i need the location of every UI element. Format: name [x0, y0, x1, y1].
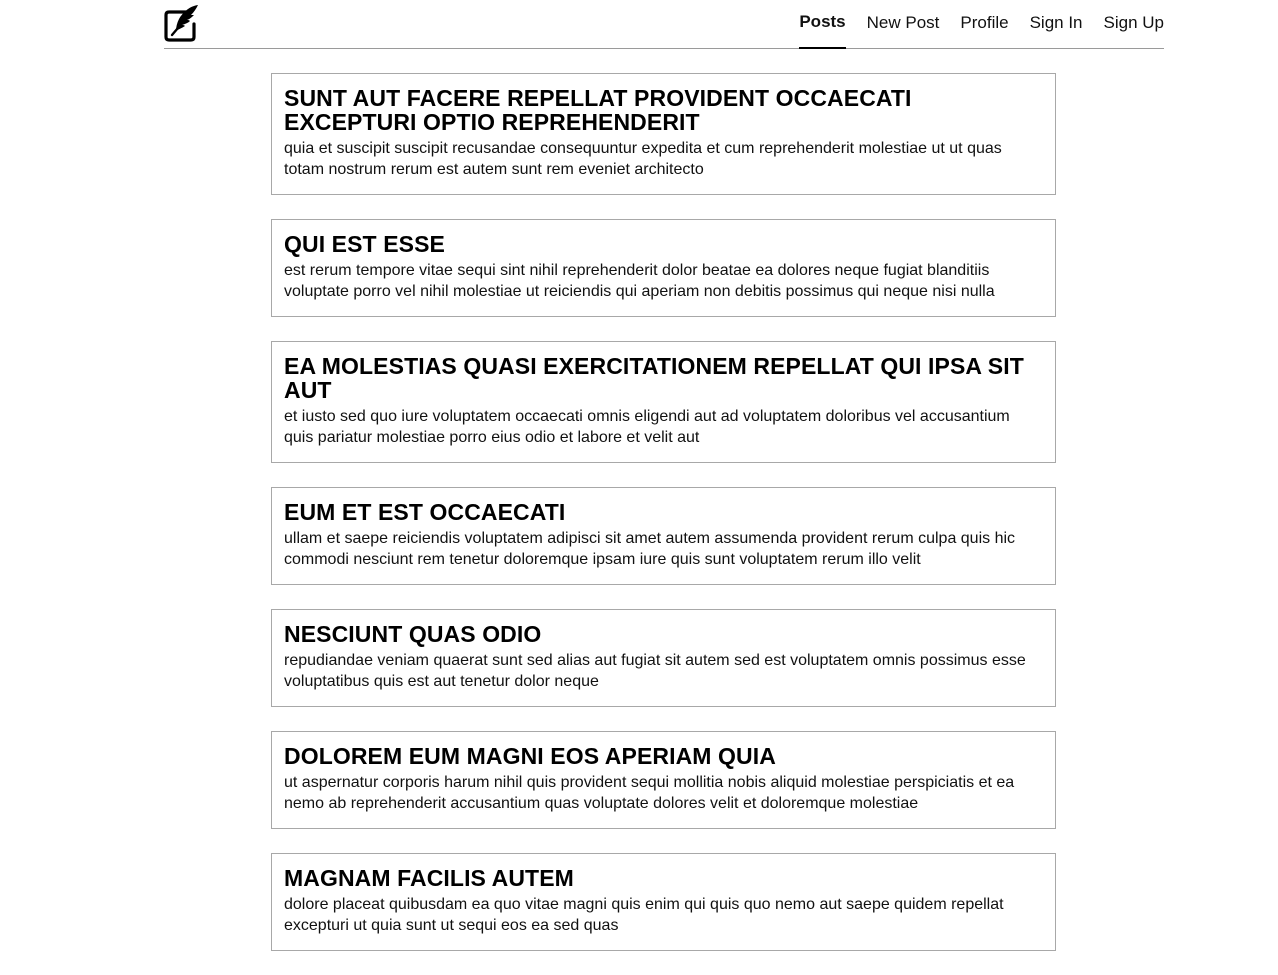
- post-title: EUM ET EST OCCAECATI: [284, 499, 566, 525]
- post-card[interactable]: [271, 73, 1056, 195]
- post-title: QUI EST ESSE: [284, 231, 445, 257]
- nav-sign-in[interactable]: Sign In: [1029, 13, 1083, 32]
- post-title: NESCIUNT QUAS ODIO: [284, 621, 542, 647]
- post-body: dolore placeat quibusdam ea quo vitae magni quis enim qui quis quo nemo aut saepe quidem repellat excepturi ut quia sunt ut sequi eos ea sed quas: [284, 896, 1004, 934]
- site-header: [164, 0, 1164, 49]
- post-body: quia et suscipit suscipit recusandae consequuntur expedita et cum reprehenderit molestiae ut ut quas totam nostrum rerum est autem sunt rem eveniet architecto: [284, 140, 1002, 178]
- post-body: ullam et saepe reiciendis voluptatem adipisci sit amet autem assumenda provident rerum culpa quis hic commodi nesciunt rem tenetur doloremque ipsam iure quis sunt voluptatem rerum illo velit: [284, 530, 1016, 568]
- post-list: [271, 73, 1056, 975]
- main-nav: [778, 0, 1164, 48]
- post-title: EA MOLESTIAS QUASI EXERCITATIONEM REPELLAT QUI IPSA SIT AUT: [284, 353, 1024, 403]
- post-title: DOLOREM EUM MAGNI EOS APERIAM QUIA: [284, 743, 776, 769]
- post-title: SUNT AUT FACERE REPELLAT PROVIDENT OCCAECATI EXCEPTURI OPTIO REPREHENDERIT: [284, 85, 912, 135]
- post-body: repudiandae veniam quaerat sunt sed alias aut fugiat sit autem sed est voluptatem omnis possimus esse voluptatibus quis est aut tenetur dolor neque: [284, 652, 1026, 690]
- post-card[interactable]: [271, 731, 1056, 829]
- post-body: est rerum tempore vitae sequi sint nihil reprehenderit dolor beatae ea dolores neque fugiat blanditiis voluptate porro vel nihil molestiae ut reiciendis qui aperiam non debitis possimus qui neque nisi nulla: [284, 262, 995, 300]
- post-card[interactable]: [271, 487, 1056, 585]
- nav-profile[interactable]: Profile: [960, 13, 1009, 32]
- post-card[interactable]: [271, 609, 1056, 707]
- post-card[interactable]: [271, 219, 1056, 317]
- quill-pen-square-icon[interactable]: [164, 4, 200, 42]
- post-card[interactable]: [271, 853, 1056, 951]
- post-title: MAGNAM FACILIS AUTEM: [284, 865, 574, 891]
- nav-sign-up[interactable]: Sign Up: [1103, 13, 1164, 32]
- nav-posts[interactable]: Posts: [799, 0, 845, 48]
- post-card[interactable]: [271, 341, 1056, 463]
- post-body: ut aspernatur corporis harum nihil quis provident sequi mollitia nobis aliquid molestiae perspiciatis et ea nemo ab reprehenderit accusantium quas voluptate dolores velit et doloremque molestiae: [284, 774, 1015, 812]
- post-body: et iusto sed quo iure voluptatem occaecati omnis eligendi aut ad voluptatem doloribus vel accusantium quis pariatur molestiae porro eius odio et labore et velit aut: [284, 408, 1010, 446]
- nav-new-post[interactable]: New Post: [866, 13, 940, 32]
